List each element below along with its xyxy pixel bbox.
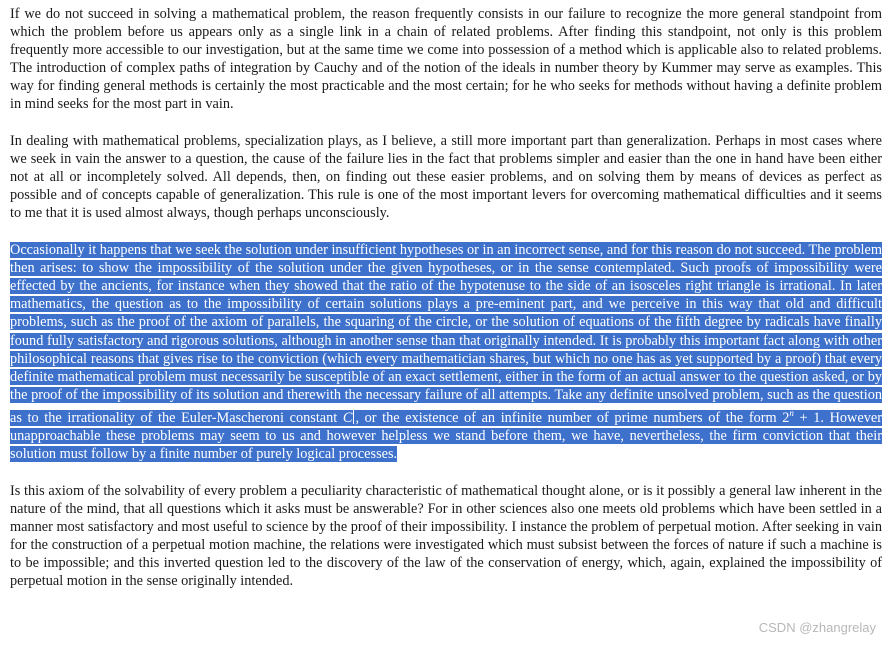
- selected-text-part-3: . However unapproachable these problems may seem to us and however helpless we stand before them, we have, nevertheless, the firm conviction that their solution must follow by a finite number of purely logical processes.: [10, 409, 882, 463]
- selected-text-part-1: Occasionally it happens that we seek the solution under insufficient hypotheses or in an incorrect sense, and for this reason do not succeed. The problem then arises: to show the impossibility of the solution under the given hypotheses, or in the sense contemplated. Such proofs of impossibility were effected by the ancients, for instance when they showed that the ratio of the hypotenuse to the side of an isosceles right triangle is irrational. In later mathematics, the question as to the impossibility of certain solutions plays a pre-eminent part, and we perceive in this way that old and difficult problems, such as the proof of the axiom of parallels, the squaring of the circle, or the solution of equations of the fifth degree by radicals have finally found fully satisfactory and rigorous solutions, although in another sense than that originally intended. It is probably this important fact along with other philosophical reasons that gives rise to the conviction (which every mathematician shares, but which no one has as yet supported by a proof) that every definite mathematical problem must necessarily be susceptible of an exact settlement, either in the form of an actual answer to the question asked, or by the proof of the impossibility of its solution and therewith the necessary failure of all attempts. Take any definite unsolved problem, such as the question as to the irrationality of the Euler-Mascheroni constant: [10, 242, 882, 426]
- paragraph-gap: [10, 223, 882, 242]
- paragraph-3-selected[interactable]: [10, 241, 882, 463]
- paragraph-gap: [10, 463, 882, 482]
- selected-text-part-2: , or the existence of an infinite number of prime numbers of the form: [355, 409, 783, 426]
- paragraph-gap: [10, 114, 882, 133]
- selected-text: [10, 242, 882, 462]
- math-plus-one: + 1: [793, 409, 821, 426]
- paragraph-4: Is this axiom of the solvability of every problem a peculiarity characteristic of mathematical thought alone, or is it possibly a general law inherent in the nature of the mind, that all questions which it asks must be answerable? For in other sciences also one meets old problems which have been settled in a manner most satisfactory and most useful to science by the proof of their impossibility. I instance the problem of perpetual motion. After seeking in vain for the construction of a perpetual motion machine, the relations were investigated which must subsist between the forces of nature if such a machine is to be impossible; and this inverted question led to the discovery of the law of the conservation of energy, which, again, explained the impossibility of perpetual motion in the sense originally intended.: [10, 482, 882, 590]
- paragraph-2: In dealing with mathematical problems, specialization plays, as I believe, a still more important part than generalization. Perhaps in most cases where we seek in vain the answer to a question, the cause of the failure lies in the fact that problems simpler and easier than the one in hand have been either not at all or incompletely solved. All depends, then, on finding out these easier problems, and on solving them by means of devices as perfect as possible and of concepts capable of generalization. This rule is one of the most important levers for overcoming mathematical difficulties and it seems to me that it is used almost always, though perhaps unconsciously.: [10, 133, 882, 222]
- math-constant-c: C: [342, 409, 353, 426]
- watermark: CSDN @zhangrelay: [758, 619, 876, 635]
- math-base: 2: [782, 409, 790, 426]
- math-exponent: n: [789, 407, 794, 418]
- paragraph-1: If we do not succeed in solving a mathematical problem, the reason frequently consists in our failure to recognize the more general standpoint from which the problem before us appears only as a single link in a chain of related problems. After finding this standpoint, not only is this problem frequently more accessible to our investigation, but at the same time we come into possession of a method which is applicable also to related problems. The introduction of complex paths of integration by Cauchy and of the notion of the ideals in number theory by Kummer may serve as examples. This way for finding general methods is certainly the most practicable and the most certain; for he who seeks for methods without having a definite problem in mind seeks for the most part in vain.: [10, 6, 882, 113]
